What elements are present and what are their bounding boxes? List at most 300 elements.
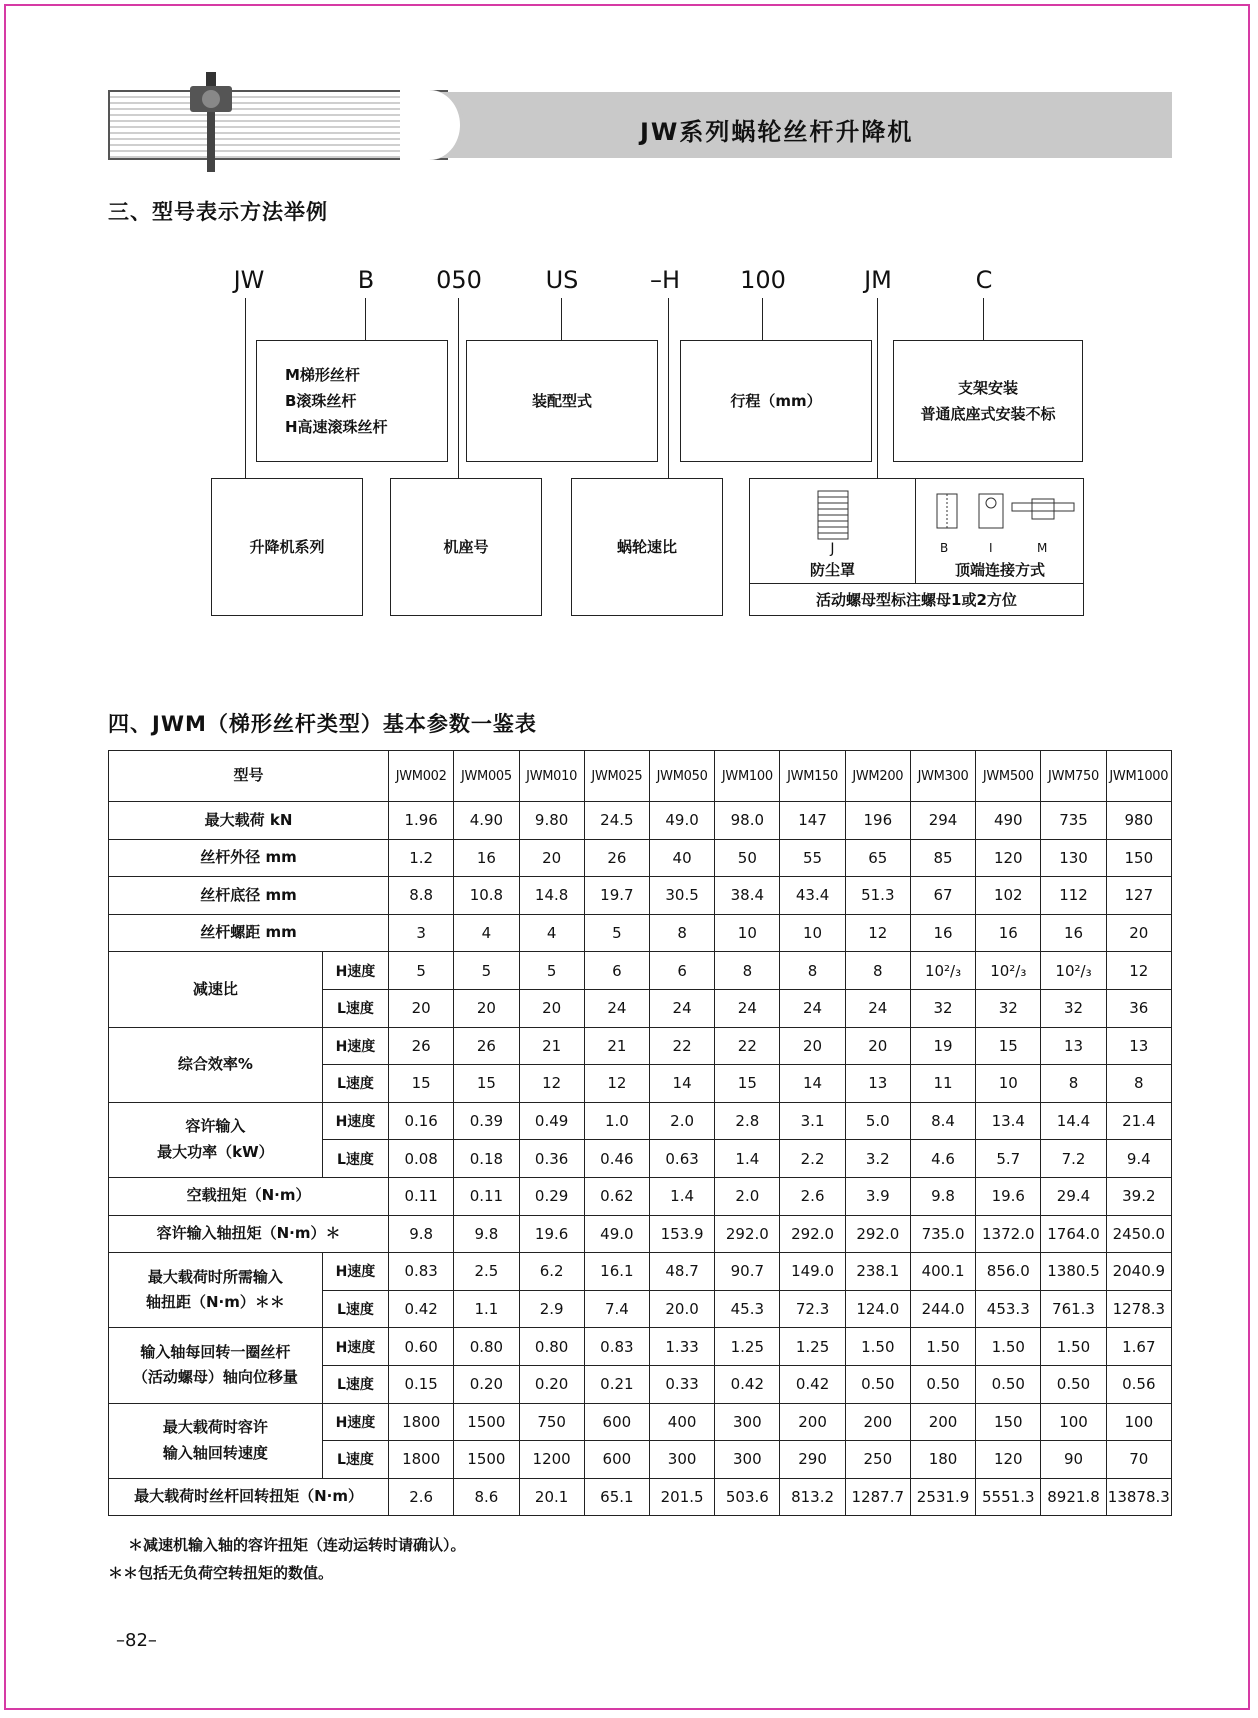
value-cell: 14.4	[1041, 1102, 1106, 1140]
value-cell: 294	[910, 802, 975, 840]
value-cell: 13	[1106, 1027, 1171, 1065]
table-row	[109, 952, 1172, 990]
value-cell: 43.4	[780, 877, 845, 915]
header-stripes	[108, 90, 448, 160]
value-cell: 8.4	[910, 1102, 975, 1140]
value-cell: 14	[649, 1065, 714, 1103]
row-label: 容许输入轴扭矩（N·m）＊	[109, 1215, 389, 1253]
value-cell: 0.11	[389, 1177, 454, 1215]
value-cell: 65	[845, 839, 910, 877]
mount-line2: 普通底座式安装不标	[920, 405, 1056, 423]
value-cell: 200	[910, 1403, 975, 1441]
value-cell: 0.83	[389, 1253, 454, 1291]
value-cell: 15	[715, 1065, 780, 1103]
value-cell: 1.50	[845, 1328, 910, 1366]
value-cell: 5	[454, 952, 519, 990]
h-speed-label: H速度	[322, 1027, 388, 1065]
h-speed-label: H速度	[322, 1102, 388, 1140]
value-cell: 153.9	[649, 1215, 714, 1253]
table-header-label: 型号	[109, 751, 389, 802]
value-cell: 14.8	[519, 877, 584, 915]
value-cell: 300	[715, 1441, 780, 1479]
value-cell: 16	[454, 839, 519, 877]
value-cell: 70	[1106, 1441, 1171, 1479]
value-cell: 90.7	[715, 1253, 780, 1291]
value-cell: 19	[910, 1027, 975, 1065]
value-cell: 1200	[519, 1441, 584, 1479]
model-cell: JWM025	[584, 751, 649, 802]
value-cell: 72.3	[780, 1290, 845, 1328]
value-cell: 2450.0	[1106, 1215, 1171, 1253]
value-cell: 2531.9	[910, 1478, 975, 1516]
value-cell: 1.4	[649, 1177, 714, 1215]
value-cell: 2040.9	[1106, 1253, 1171, 1291]
l-speed-label: L速度	[322, 989, 388, 1027]
screw-type-m: M梯形丝杆	[285, 365, 360, 384]
row-label: 空载扭矩（N·m）	[109, 1177, 389, 1215]
value-cell: 813.2	[780, 1478, 845, 1516]
value-cell: 3.2	[845, 1140, 910, 1178]
value-cell: 0.49	[519, 1102, 584, 1140]
value-cell: 24	[715, 989, 780, 1027]
footnote-1: ＊减速机输入轴的容许扭矩（连动运转时请确认）。	[128, 1536, 466, 1554]
table-row	[109, 1215, 1172, 1253]
h-speed-label: H速度	[322, 1328, 388, 1366]
value-cell: 100	[1041, 1403, 1106, 1441]
value-cell: 51.3	[845, 877, 910, 915]
value-cell: 0.80	[519, 1328, 584, 1366]
nut-position-note: 活动螺母型标注螺母1或2方位	[816, 591, 1017, 609]
value-cell: 150	[976, 1403, 1041, 1441]
model-cell: JWM1000	[1106, 751, 1171, 802]
accessory-box	[749, 478, 1084, 616]
value-cell: 300	[715, 1403, 780, 1441]
value-cell: 5.0	[845, 1102, 910, 1140]
value-cell: 12	[845, 914, 910, 952]
series-box: 升降机系列	[211, 478, 363, 616]
value-cell: 48.7	[649, 1253, 714, 1291]
value-cell: 0.16	[389, 1102, 454, 1140]
value-cell: 120	[976, 1441, 1041, 1479]
value-cell: 1800	[389, 1403, 454, 1441]
value-cell: 8.8	[389, 877, 454, 915]
value-cell: 15	[454, 1065, 519, 1103]
value-cell: 490	[976, 802, 1041, 840]
row-label-line: 轴扭距（N·m）＊＊	[145, 1293, 285, 1312]
table-row	[109, 1027, 1172, 1065]
mount-box	[893, 340, 1083, 462]
connector-line	[245, 298, 246, 478]
value-cell: 22	[649, 1027, 714, 1065]
value-cell: 8	[780, 952, 845, 990]
value-cell: 2.2	[780, 1140, 845, 1178]
value-cell: 2.8	[715, 1102, 780, 1140]
value-cell: 49.0	[649, 802, 714, 840]
value-cell: 0.39	[454, 1102, 519, 1140]
code-us: US	[545, 266, 579, 294]
value-cell: 24.5	[584, 802, 649, 840]
value-cell: 0.20	[519, 1365, 584, 1403]
value-cell: 98.0	[715, 802, 780, 840]
value-cell: 67	[910, 877, 975, 915]
table-row	[109, 839, 1172, 877]
value-cell: 36	[1106, 989, 1171, 1027]
l-speed-label: L速度	[322, 1441, 388, 1479]
value-cell: 1.25	[780, 1328, 845, 1366]
value-cell: 8	[715, 952, 780, 990]
value-cell: 0.18	[454, 1140, 519, 1178]
row-label	[109, 1102, 323, 1177]
table-row	[109, 914, 1172, 952]
screw-jack-icon	[176, 72, 246, 172]
value-cell: 300	[649, 1441, 714, 1479]
value-cell: 21.4	[1106, 1102, 1171, 1140]
connector-line	[458, 298, 459, 478]
value-cell: 0.29	[519, 1177, 584, 1215]
value-cell: 1.96	[389, 802, 454, 840]
value-cell: 13	[1041, 1027, 1106, 1065]
code-c: C	[975, 266, 993, 294]
end-code-i: I	[989, 541, 993, 555]
model-cell: JWM500	[976, 751, 1041, 802]
value-cell: 0.42	[389, 1290, 454, 1328]
model-cell: JWM100	[715, 751, 780, 802]
value-cell: 0.15	[389, 1365, 454, 1403]
value-cell: 112	[1041, 877, 1106, 915]
value-cell: 120	[976, 839, 1041, 877]
value-cell: 9.8	[454, 1215, 519, 1253]
value-cell: 20	[780, 1027, 845, 1065]
value-cell: 13.4	[976, 1102, 1041, 1140]
value-cell: 7.4	[584, 1290, 649, 1328]
value-cell: 3.1	[780, 1102, 845, 1140]
value-cell: 0.11	[454, 1177, 519, 1215]
value-cell: 735.0	[910, 1215, 975, 1253]
value-cell: 20	[845, 1027, 910, 1065]
header-title: JW系列蜗轮丝杆升降机	[640, 118, 914, 146]
row-label	[109, 1403, 323, 1478]
row-label: 综合效率%	[109, 1027, 323, 1102]
table-row	[109, 1403, 1172, 1441]
model-cell: JWM150	[780, 751, 845, 802]
model-cell: JWM200	[845, 751, 910, 802]
value-cell: 400.1	[910, 1253, 975, 1291]
value-cell: 0.50	[1041, 1365, 1106, 1403]
stroke-box: 行程（mm）	[680, 340, 872, 462]
table-row	[109, 877, 1172, 915]
value-cell: 130	[1041, 839, 1106, 877]
value-cell: 16.1	[584, 1253, 649, 1291]
l-speed-label: L速度	[322, 1140, 388, 1178]
value-cell: 14	[780, 1065, 845, 1103]
value-cell: 250	[845, 1441, 910, 1479]
value-cell: 22	[715, 1027, 780, 1065]
value-cell: 1.50	[1041, 1328, 1106, 1366]
parameter-table	[108, 750, 1172, 1516]
row-label-line: 容许输入	[185, 1117, 246, 1136]
value-cell: 19.7	[584, 877, 649, 915]
value-cell: 244.0	[910, 1290, 975, 1328]
value-cell: 12	[1106, 952, 1171, 990]
value-cell: 10²/₃	[1041, 952, 1106, 990]
end-i-icon	[976, 491, 1006, 531]
model-cell: JWM300	[910, 751, 975, 802]
table-row	[109, 802, 1172, 840]
value-cell: 1.50	[976, 1328, 1041, 1366]
value-cell: 24	[649, 989, 714, 1027]
value-cell: 8	[1106, 1065, 1171, 1103]
value-cell: 1.0	[584, 1102, 649, 1140]
frame-box: 机座号	[390, 478, 542, 616]
footnote-2: ＊＊包括无负荷空转扭矩的数值。	[108, 1564, 334, 1582]
model-cell: JWM050	[649, 751, 714, 802]
value-cell: 12	[584, 1065, 649, 1103]
value-cell: 50	[715, 839, 780, 877]
mount-line1: 支架安装	[957, 378, 1018, 397]
l-speed-label: L速度	[322, 1290, 388, 1328]
value-cell: 32	[976, 989, 1041, 1027]
value-cell: 16	[910, 914, 975, 952]
value-cell: 21	[584, 1027, 649, 1065]
screw-type-h: H高速滚珠丝杆	[285, 418, 388, 437]
value-cell: 7.2	[1041, 1140, 1106, 1178]
value-cell: 20	[1106, 914, 1171, 952]
value-cell: 49.0	[584, 1215, 649, 1253]
model-cell: JWM750	[1041, 751, 1106, 802]
value-cell: 1372.0	[976, 1215, 1041, 1253]
value-cell: 1500	[454, 1403, 519, 1441]
value-cell: 290	[780, 1441, 845, 1479]
value-cell: 292.0	[715, 1215, 780, 1253]
value-cell: 10²/₃	[910, 952, 975, 990]
value-cell: 5551.3	[976, 1478, 1041, 1516]
screw-type-b: B滚珠丝杆	[285, 391, 357, 410]
value-cell: 26	[389, 1027, 454, 1065]
value-cell: 29.4	[1041, 1177, 1106, 1215]
connector-line	[877, 298, 878, 478]
assembly-box: 装配型式	[466, 340, 658, 462]
value-cell: 10.8	[454, 877, 519, 915]
value-cell: 1500	[454, 1441, 519, 1479]
value-cell: 4	[519, 914, 584, 952]
value-cell: 0.21	[584, 1365, 649, 1403]
value-cell: 55	[780, 839, 845, 877]
value-cell: 453.3	[976, 1290, 1041, 1328]
code-h: –H	[649, 266, 681, 294]
code-100: 100	[740, 266, 786, 294]
connector-line	[668, 298, 669, 478]
h-speed-label: H速度	[322, 1253, 388, 1291]
row-label-line: 输入轴回转速度	[162, 1443, 268, 1462]
value-cell: 85	[910, 839, 975, 877]
value-cell: 0.20	[454, 1365, 519, 1403]
code-b: B	[357, 266, 375, 294]
bellows-label: 防尘罩	[809, 561, 855, 579]
value-cell: 0.60	[389, 1328, 454, 1366]
value-cell: 11	[910, 1065, 975, 1103]
value-cell: 5	[519, 952, 584, 990]
row-label: 最大载荷时丝杆回转扭矩（N·m）	[109, 1478, 389, 1516]
value-cell: 2.6	[780, 1177, 845, 1215]
table-row	[109, 1177, 1172, 1215]
value-cell: 750	[519, 1403, 584, 1441]
value-cell: 1380.5	[1041, 1253, 1106, 1291]
value-cell: 1800	[389, 1441, 454, 1479]
value-cell: 2.0	[649, 1102, 714, 1140]
value-cell: 1.67	[1106, 1328, 1171, 1366]
value-cell: 292.0	[780, 1215, 845, 1253]
value-cell: 5.7	[976, 1140, 1041, 1178]
value-cell: 24	[780, 989, 845, 1027]
ratio-box: 蜗轮速比	[571, 478, 723, 616]
value-cell: 6.2	[519, 1253, 584, 1291]
value-cell: 735	[1041, 802, 1106, 840]
value-cell: 0.83	[584, 1328, 649, 1366]
end-m-icon	[1010, 495, 1076, 523]
value-cell: 45.3	[715, 1290, 780, 1328]
value-cell: 503.6	[715, 1478, 780, 1516]
end-code-b: B	[940, 541, 949, 555]
value-cell: 20	[519, 989, 584, 1027]
value-cell: 0.33	[649, 1365, 714, 1403]
end-connection-label: 顶端连接方式	[954, 561, 1045, 579]
value-cell: 24	[845, 989, 910, 1027]
value-cell: 16	[976, 914, 1041, 952]
value-cell: 1.4	[715, 1140, 780, 1178]
value-cell: 980	[1106, 802, 1171, 840]
code-jm: JM	[864, 266, 892, 294]
value-cell: 9.8	[389, 1215, 454, 1253]
value-cell: 600	[584, 1403, 649, 1441]
end-b-icon	[934, 491, 960, 531]
value-cell: 8	[845, 952, 910, 990]
value-cell: 12	[519, 1065, 584, 1103]
row-label-line: （活动螺母）轴向位移量	[132, 1368, 298, 1387]
l-speed-label: L速度	[322, 1365, 388, 1403]
value-cell: 19.6	[519, 1215, 584, 1253]
table-row	[109, 1102, 1172, 1140]
code-jw: JW	[233, 266, 265, 294]
row-label-line: 输入轴每回转一圈丝杆	[140, 1342, 291, 1361]
value-cell: 180	[910, 1441, 975, 1479]
row-label-line: 最大载荷时容许	[162, 1418, 268, 1437]
table-row-models	[109, 751, 1172, 802]
end-code-m: M	[1037, 541, 1048, 555]
value-cell: 3.9	[845, 1177, 910, 1215]
value-cell: 147	[780, 802, 845, 840]
divider	[750, 583, 1083, 584]
model-cell: JWM002	[389, 751, 454, 802]
value-cell: 8	[1041, 1065, 1106, 1103]
value-cell: 20	[389, 989, 454, 1027]
value-cell: 1.33	[649, 1328, 714, 1366]
value-cell: 30.5	[649, 877, 714, 915]
connector-line	[561, 298, 562, 340]
value-cell: 0.42	[780, 1365, 845, 1403]
value-cell: 201.5	[649, 1478, 714, 1516]
value-cell: 4.6	[910, 1140, 975, 1178]
value-cell: 0.63	[649, 1140, 714, 1178]
row-label: 最大载荷 kN	[109, 802, 389, 840]
value-cell: 8.6	[454, 1478, 519, 1516]
table-row	[109, 1328, 1172, 1366]
value-cell: 16	[1041, 914, 1106, 952]
value-cell: 1278.3	[1106, 1290, 1171, 1328]
value-cell: 24	[584, 989, 649, 1027]
screw-type-box	[256, 340, 448, 462]
row-label: 丝杆底径 mm	[109, 877, 389, 915]
value-cell: 8	[649, 914, 714, 952]
value-cell: 21	[519, 1027, 584, 1065]
value-cell: 6	[584, 952, 649, 990]
value-cell: 100	[1106, 1403, 1171, 1441]
value-cell: 2.6	[389, 1478, 454, 1516]
value-cell: 5	[389, 952, 454, 990]
section4-title: 四、JWM（梯形丝杆类型）基本参数一鉴表	[108, 712, 537, 736]
value-cell: 40	[649, 839, 714, 877]
value-cell: 65.1	[584, 1478, 649, 1516]
model-cell: JWM010	[519, 751, 584, 802]
code-050: 050	[436, 266, 482, 294]
value-cell: 856.0	[976, 1253, 1041, 1291]
value-cell: 38.4	[715, 877, 780, 915]
value-cell: 124.0	[845, 1290, 910, 1328]
value-cell: 1.2	[389, 839, 454, 877]
table-row	[109, 1478, 1172, 1516]
value-cell: 6	[649, 952, 714, 990]
value-cell: 9.80	[519, 802, 584, 840]
section3-title: 三、型号表示方法举例	[108, 200, 328, 224]
value-cell: 1.50	[910, 1328, 975, 1366]
row-label: 丝杆螺距 mm	[109, 914, 389, 952]
value-cell: 292.0	[845, 1215, 910, 1253]
value-cell: 1.25	[715, 1328, 780, 1366]
value-cell: 0.42	[715, 1365, 780, 1403]
value-cell: 9.8	[910, 1177, 975, 1215]
value-cell: 20	[519, 839, 584, 877]
value-cell: 20	[454, 989, 519, 1027]
value-cell: 0.80	[454, 1328, 519, 1366]
value-cell: 5	[584, 914, 649, 952]
value-cell: 102	[976, 877, 1041, 915]
value-cell: 200	[780, 1403, 845, 1441]
value-cell: 0.50	[976, 1365, 1041, 1403]
h-speed-label: H速度	[322, 1403, 388, 1441]
value-cell: 13	[845, 1065, 910, 1103]
row-label	[109, 1328, 323, 1403]
value-cell: 9.4	[1106, 1140, 1171, 1178]
value-cell: 2.5	[454, 1253, 519, 1291]
row-label: 减速比	[109, 952, 323, 1027]
value-cell: 0.46	[584, 1140, 649, 1178]
value-cell: 32	[1041, 989, 1106, 1027]
value-cell: 0.50	[910, 1365, 975, 1403]
value-cell: 127	[1106, 877, 1171, 915]
value-cell: 2.9	[519, 1290, 584, 1328]
value-cell: 1764.0	[1041, 1215, 1106, 1253]
value-cell: 10	[976, 1065, 1041, 1103]
value-cell: 39.2	[1106, 1177, 1171, 1215]
value-cell: 0.36	[519, 1140, 584, 1178]
row-label: 丝杆外径 mm	[109, 839, 389, 877]
value-cell: 1.1	[454, 1290, 519, 1328]
value-cell: 196	[845, 802, 910, 840]
value-cell: 10	[715, 914, 780, 952]
value-cell: 238.1	[845, 1253, 910, 1291]
connector-line	[365, 298, 366, 340]
value-cell: 20.1	[519, 1478, 584, 1516]
value-cell: 4.90	[454, 802, 519, 840]
